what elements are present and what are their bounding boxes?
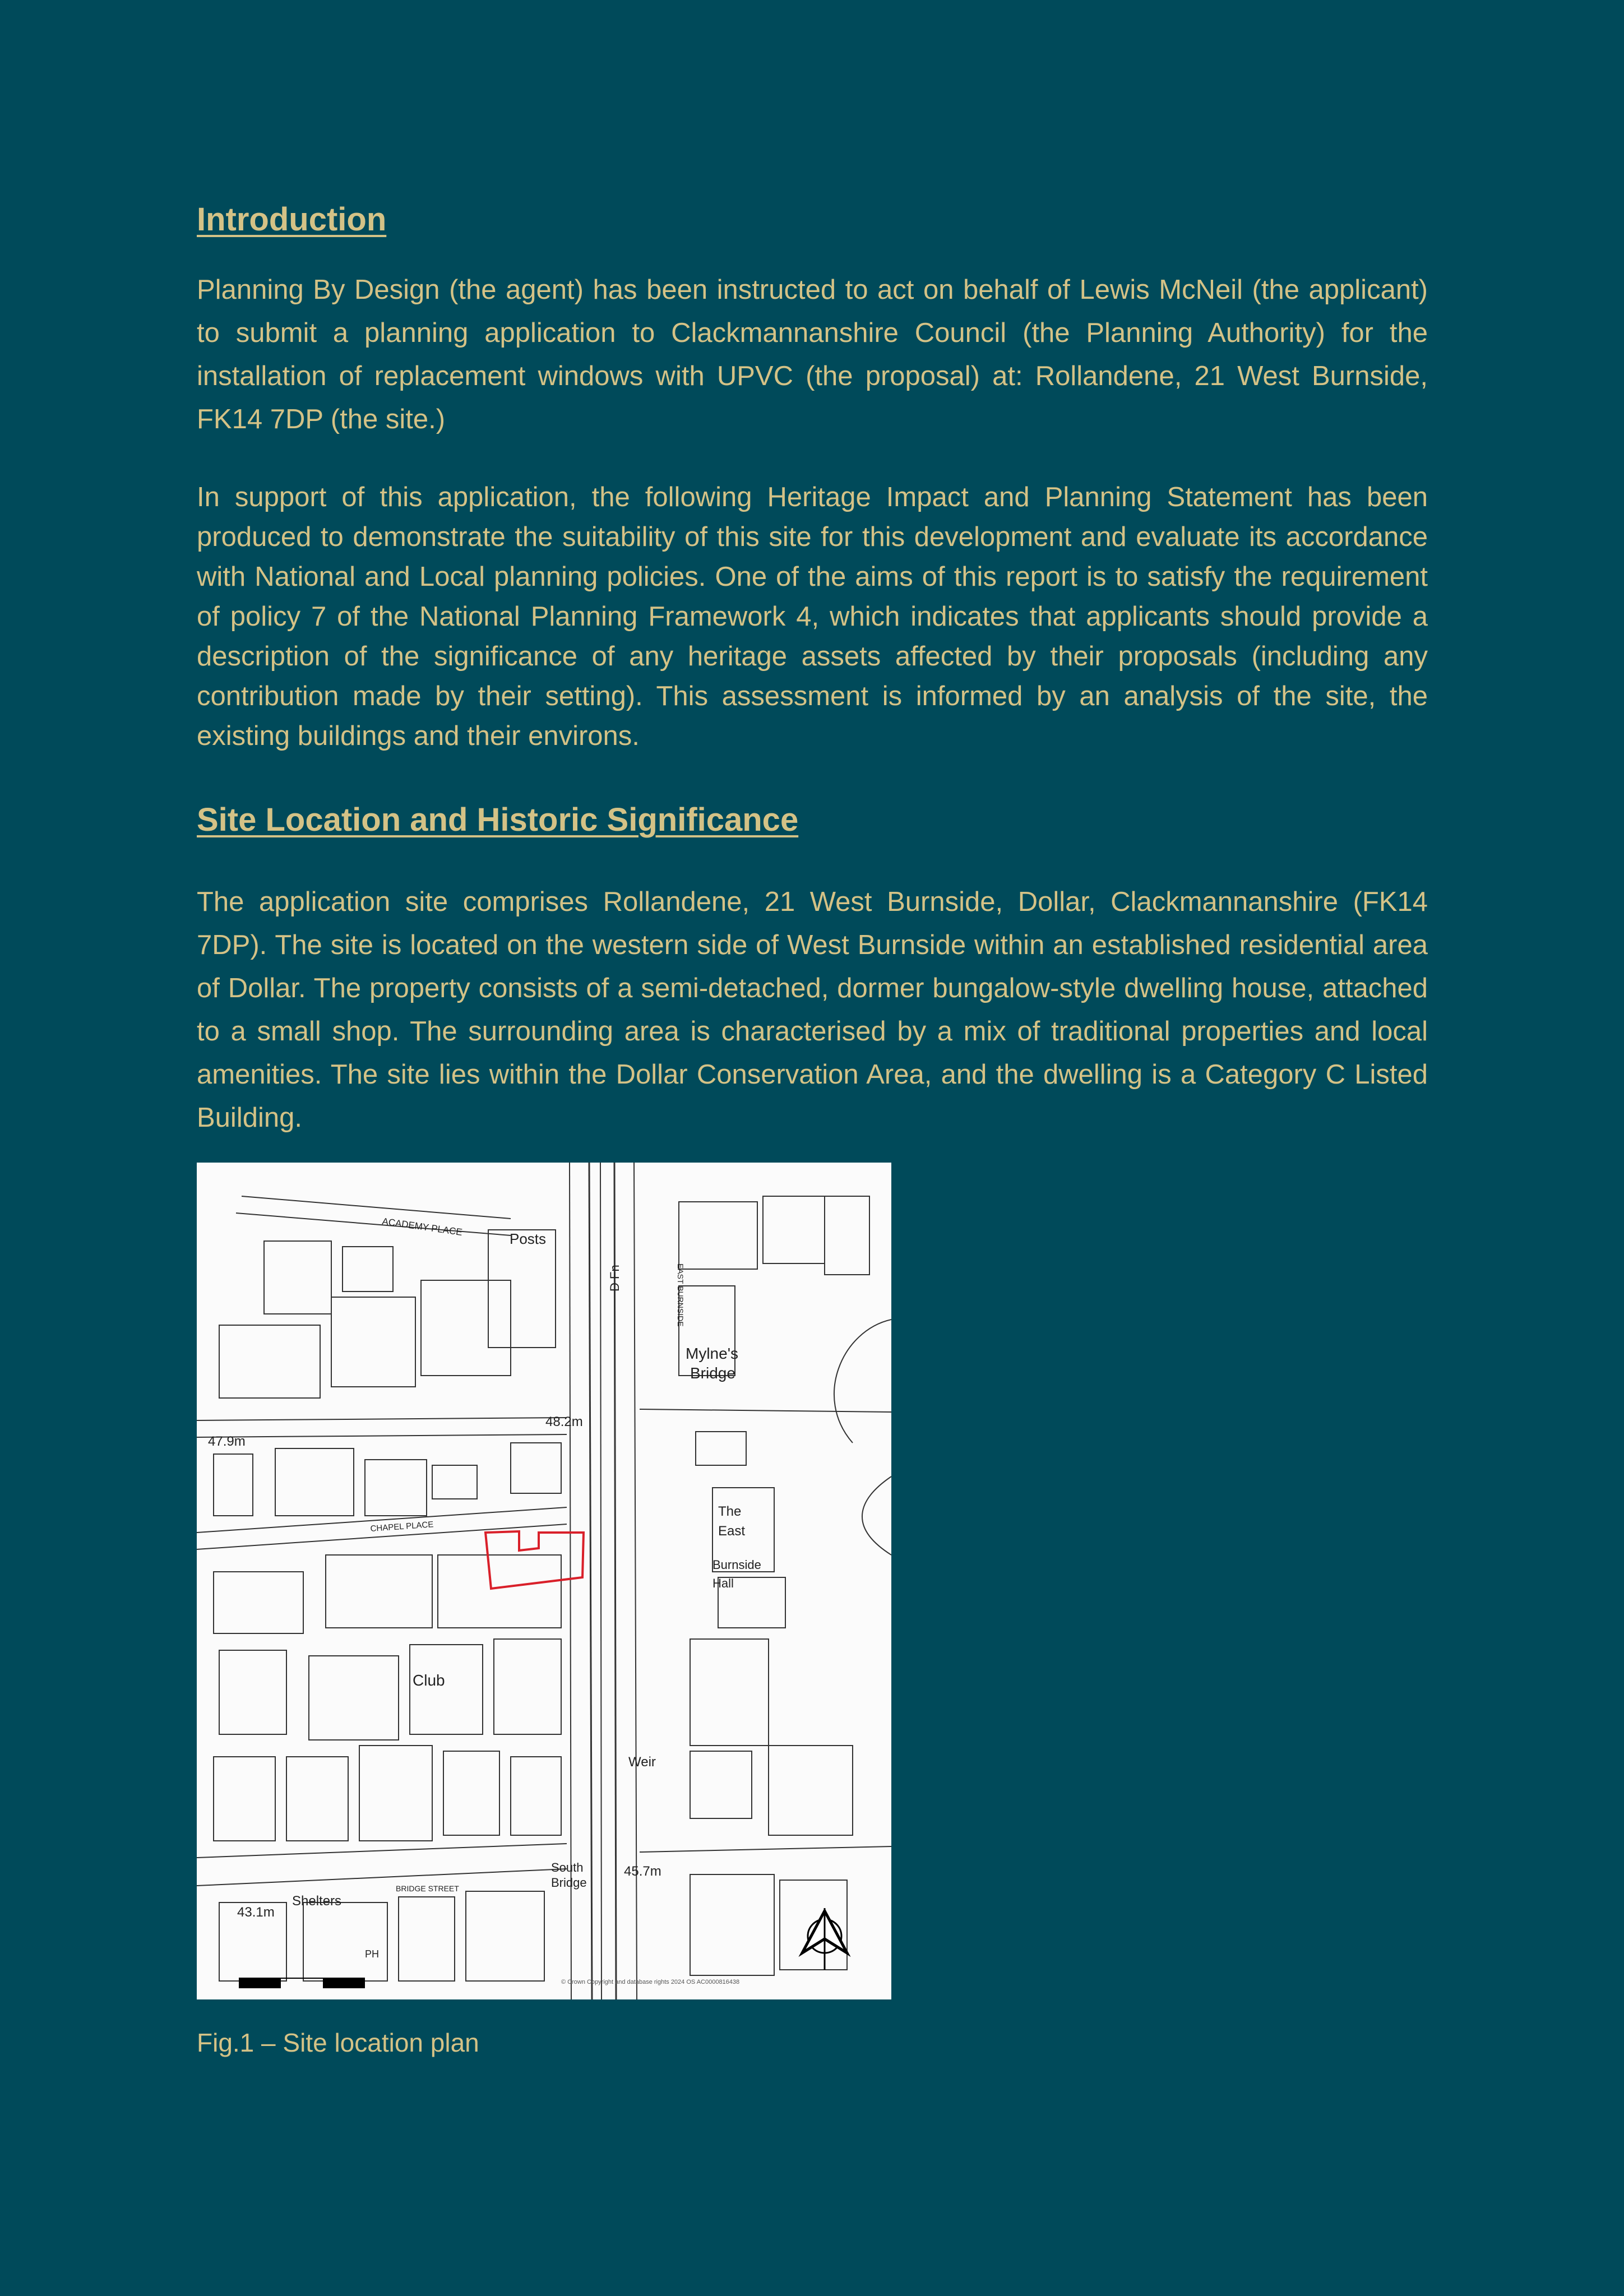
site-location-heading: Site Location and Historic Significance — [197, 802, 799, 838]
map-label-chapel-place: CHAPEL PLACE — [370, 1520, 434, 1534]
introduction-paragraph-1: Planning By Design (the agent) has been instructed to act on behalf of Lewis McNeil (the applicant) to submit a planning application to Clackmannanshire Council (the Planning Authority) for the installation of replacement windows with UPVC (the proposal) at: Rollandene, 21 West Burnside, FK14 7DP (the site.) — [197, 275, 1428, 434]
map-label-academy-place: ACADEMY PLACE — [381, 1216, 463, 1238]
map-label-east-burnside: EAST BURNSIDE — [676, 1263, 685, 1327]
map-label-hall: Hall — [712, 1576, 734, 1590]
map-label-south: South — [551, 1860, 584, 1874]
map-label-level-43-1: 43.1m — [237, 1905, 275, 1920]
map-label-weir: Weir — [628, 1755, 656, 1770]
site-location-paragraph: The application site comprises Rollandene, 21 West Burnside, Dollar, Clackmannanshire (FK14 7DP). The site is located on the western side of West Burnside within an established residential area of Dollar. The property consists of a semi-detached, dormer bungalow-style dwelling house, attached to a small shop. The surrounding area is characterised by a mix of traditional properties and local amenities. The site lies within the Dollar Conservation Area, and the dwelling is a Category C Listed Building. — [197, 887, 1428, 1133]
map-label-burnside: Burnside — [712, 1558, 761, 1572]
map-label-mylnes-bridge: Bridge — [690, 1364, 735, 1382]
map-label-east: East — [718, 1524, 746, 1539]
map-copyright: © Crown Copyright and database rights 2024 OS AC0000816438 — [561, 1979, 740, 1985]
map-label-club: Club — [413, 1672, 445, 1689]
map-label-level-47-9: 47.9m — [208, 1434, 246, 1449]
map-label-ph: PH — [365, 1948, 380, 1960]
map-label-bridge-street: BRIDGE STREET — [396, 1884, 459, 1893]
map-label-level-48-2: 48.2m — [545, 1414, 583, 1429]
figure-caption: Fig.1 – Site location plan — [197, 2028, 479, 2057]
map-label-shelters: Shelters — [292, 1894, 342, 1909]
introduction-heading: Introduction — [197, 201, 387, 238]
scale-bar-segment — [323, 1978, 365, 1988]
map-label-level-45-7: 45.7m — [624, 1864, 661, 1879]
map-label-the: The — [718, 1504, 742, 1519]
site-location-map — [197, 1163, 891, 1999]
introduction-paragraph-2: In support of this application, the following Heritage Impact and Planning Statement has been produced to demonstrate the suitability of this site for this development and evaluate its accordance with National and Local planning policies. One of the aims of this report is to satisfy the requirement of policy 7 of the National Planning Framework 4, which indicates that applicants should provide a description of the significance of any heritage assets affected by their proposals (including any contribution made by their setting). This assessment is informed by an analysis of the site, the existing buildings and their environs. — [197, 482, 1428, 751]
map-label-south-bridge: Bridge — [551, 1876, 587, 1890]
scale-bar-segment — [239, 1978, 281, 1988]
north-arrow-icon — [802, 1908, 847, 1970]
map-label-mylnes: Mylne's — [686, 1345, 739, 1362]
map-drawing — [197, 1163, 891, 1999]
map-label-d-fn: D Fn — [608, 1265, 622, 1292]
map-label-posts: Posts — [510, 1230, 547, 1247]
